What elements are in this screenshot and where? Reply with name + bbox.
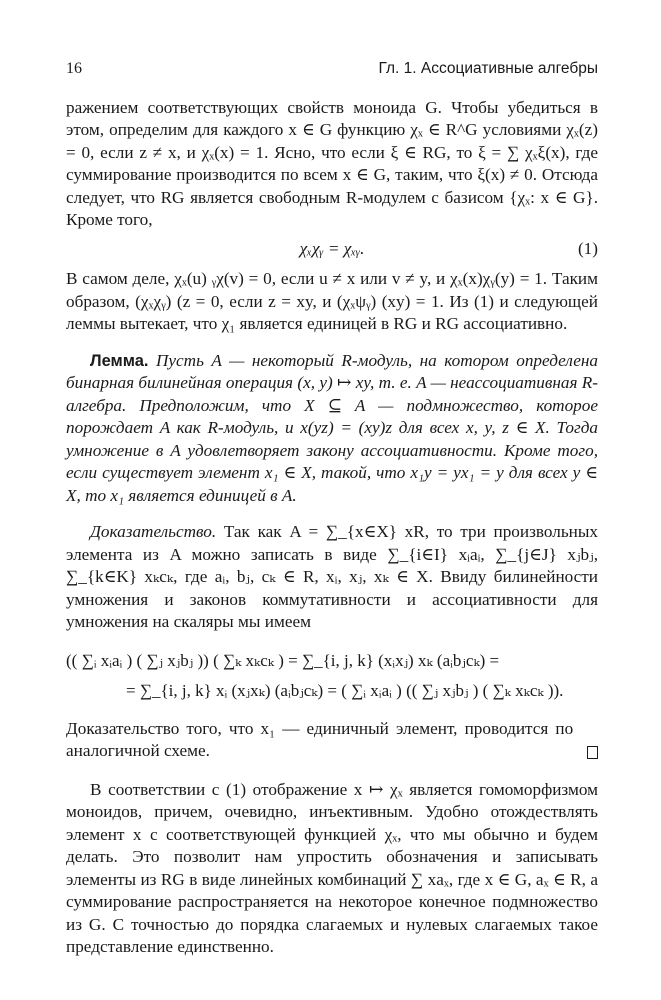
page-number: 16 — [66, 60, 82, 77]
lemma-title: Лемма. — [90, 351, 149, 370]
book-page — [66, 58, 598, 959]
proof-conclusion-line — [66, 718, 598, 763]
paragraph-homomorphism: В соответствии с (1) отображение x ↦ χₓ является гомоморфизмом моноидов, причем, очевидно, инъективным. Удобно отождествлять элемент x с соответствующей функцией χₓ, что мы обычно и будем делать. Это позволит нам упростить обозначения и записывать элементы из RG в виде линейных комбинаций ∑ xaₓ, где x ∈ G, aₓ ∈ R, а суммирование распространяется на некоторое конечное подмножество из G. С точностью до порядка слагаемых и нулевых слагаемых такое представление единственно. — [66, 779, 598, 956]
proof-formula-line-1: (( ∑ᵢ xᵢaᵢ ) ( ∑ⱼ xⱼbⱼ )) ( ∑ₖ xₖcₖ ) = ∑_{i, j, k} (xᵢxⱼ) xₖ (aᵢbⱼcₖ) = — [66, 650, 500, 670]
proof-text: Так как A = ∑_{x∈X} xR, то три произвольных элемента из A можно записать в виде ∑_{i∈I} xᵢaᵢ, ∑_{j∈J} xⱼbⱼ, ∑_{k∈K} xₖcₖ, где aᵢ, bⱼ, cₖ ∈ R, xᵢ, xⱼ, xₖ ∈ X. Ввиду билинейности умножения и законов коммутативности и ассоциативности для умножения на скаляры мы имеем — [66, 522, 599, 631]
proof-formula-line-2: = ∑_{i, j, k} xᵢ (xⱼxₖ) (aᵢbⱼcₖ) = ( ∑ᵢ xᵢaᵢ ) (( ∑ⱼ xⱼbⱼ ) ( ∑ₖ xₖcₖ )). — [126, 680, 564, 700]
page-header — [66, 58, 598, 81]
equation-1-formula: χₓχᵧ = χₓᵧ. — [299, 238, 365, 258]
proof-block — [66, 521, 598, 634]
equation-1-number: (1) — [577, 238, 598, 258]
proof-title: Доказательство. — [90, 522, 217, 541]
proof-conclusion: Доказательство того, что x₁ — единичный элемент, проводится по аналогичной схеме. — [66, 718, 574, 760]
lemma-text: Пусть A — некоторый R-модуль, на котором определена бинарная билинейная операция (x, y) ↦ xy, т. е. A — неассоциативная R-алгебра. Предположим, что X ⊆ A — подмножество, которое порождает A как R-модуль, и x(yz) = (xy)z для всех x, y, z ∈ X. Тогда умножение в A удовлетворяет закону ассоциативности. Кроме того, если существует элемент x₁ ∈ X, такой, что x₁y = yx₁ = y для всех y ∈ X, то x₁ является единицей в A. — [66, 350, 598, 505]
running-title: Гл. 1. Ассоциативные алгебры — [378, 60, 598, 77]
lemma-block — [66, 350, 598, 508]
qed-square-icon — [587, 746, 598, 759]
paragraph-explanation: В самом деле, χₓ(u) ᵧχ(v) = 0, если u ≠ x или v ≠ y, и χₓ(x)χᵧ(y) = 1. Таким образом, (χₓχᵧ) (z = 0, если z = xy, и (χₓψᵧ) (xy) = 1. Из (1) и следующей леммы вытекает, что χ₁ является единицей в RG и RG ассоциативно. — [66, 269, 598, 333]
paragraph-intro: ражением соответствующих свойств моноида G. Чтобы убедиться в этом, определим для каждого x ∈ G функцию χₓ ∈ R^G условиями χₓ(z) = 0, если z ≠ x, и χₓ(x) = 1. Ясно, что если ξ ∈ RG, то ξ = ∑ χₓξ(x), где суммирование производится по всем x ∈ G, таким, что ξ(x) ≠ 0. Отсюда следует, что RG является свободным R-модулем с базисом {χₓ: x ∈ G}. Кроме того, — [66, 97, 598, 229]
proof-formula — [66, 646, 598, 706]
equation-1 — [66, 238, 598, 261]
